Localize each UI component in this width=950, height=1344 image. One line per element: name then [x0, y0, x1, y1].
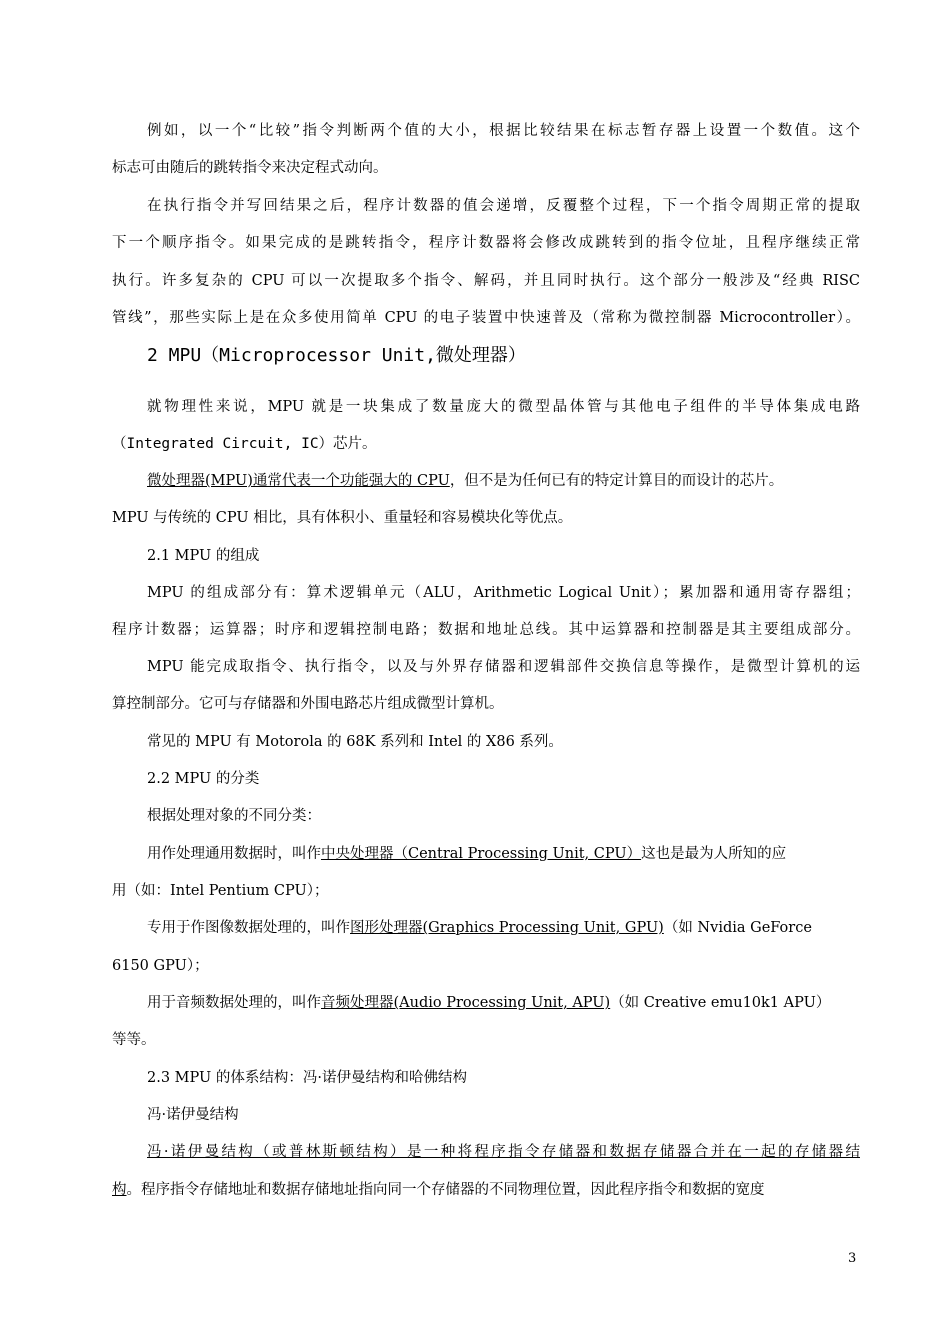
paragraph-text: ，但不是为任何已有的特定计算目的而设计的芯片。: [449, 473, 784, 489]
term-link-von-neumann-end[interactable]: 构: [112, 1182, 127, 1198]
paragraph-line: （Integrated Circuit, IC）芯片。: [112, 436, 377, 452]
paragraph-line: [147, 471, 860, 491]
paragraph-text: 用作处理通用数据时，叫作: [147, 846, 321, 862]
paragraph-line: MPU 能完成取指令、执行指令，以及与外界存储器和逻辑部件交换信息等操作，是微型计算机的运: [147, 659, 860, 675]
paragraph-line: [147, 993, 860, 1013]
subsection-heading-2-3: 2.3 MPU 的体系结构：冯·诺伊曼结构和哈佛结构: [147, 1070, 467, 1086]
paragraph-line: 执行。许多复杂的 CPU 可以一次提取多个指令、解码，并且同时执行。这个部分一般涉及“经典 RISC: [112, 273, 860, 289]
term-link-gpu[interactable]: 图形处理器(Graphics Processing Unit, GPU): [350, 920, 664, 936]
subsection-heading-2-2: 2.2 MPU 的分类: [147, 771, 260, 787]
term-link-cpu[interactable]: 中央处理器（Central Processing Unit, CPU）: [321, 846, 642, 862]
paragraph-line: MPU 的组成部分有：算术逻辑单元（ALU，Arithmetic Logical Unit）；累加器和通用寄存器组；: [147, 585, 860, 601]
paragraph-line: [147, 918, 860, 938]
paragraph-line: 算控制部分。它可与存储器和外围电路芯片组成微型计算机。: [112, 696, 504, 712]
paragraph-line: 标志可由随后的跳转指令来决定程式动向。: [112, 160, 388, 176]
paragraph-line: MPU 与传统的 CPU 相比，具有体积小、重量轻和容易模块化等优点。: [112, 510, 573, 526]
paragraph-line: 常见的 MPU 有 Motorola 的 68K 系列和 Intel 的 X86 系列。: [147, 734, 563, 750]
paragraph-text: 用于音频数据处理的，叫作: [147, 995, 321, 1011]
paragraph-line: [147, 844, 860, 864]
paragraph-line: 就物理性来说，MPU 就是一块集成了数量庞大的微型晶体管与其他电子组件的半导体集成电路: [147, 399, 860, 415]
paragraph-line: 用（如：Intel Pentium CPU）；: [112, 883, 329, 899]
paragraph-text: 这也是最为人所知的应: [641, 846, 787, 862]
paragraph-line: 等等。: [112, 1032, 156, 1048]
paragraph-line: 6150 GPU）；: [112, 958, 209, 974]
term-link-mpu[interactable]: 微处理器(MPU)通常代表一个功能强大的 CPU: [147, 473, 450, 489]
paragraph-line: 管线”，那些实际上是在众多使用简单 CPU 的电子装置中快速普及（常称为微控制器 Microcontroller）。: [112, 310, 860, 326]
paragraph-text: （如 Creative emu10k1 APU）: [610, 995, 831, 1011]
paragraph-text: （如 Nvidia GeForce: [663, 920, 812, 936]
paragraph-line: 例如，以一个“比较”指令判断两个值的大小，根据比较结果在标志暂存器上设置一个数值。这个: [147, 123, 860, 139]
page-number: 3: [848, 1251, 857, 1266]
paragraph-text: 。程序指令存储地址和数据存储地址指向同一个存储器的不同物理位置，因此程序指令和数据的宽度: [126, 1182, 765, 1198]
paragraph-line: 在执行指令并写回结果之后，程序计数器的值会递增，反覆整个过程，下一个指令周期正常的提取: [147, 198, 860, 214]
paragraph-line: [112, 1180, 860, 1200]
term-link-von-neumann[interactable]: 冯·诺伊曼结构（或普林斯顿结构）是一种将程序指令存储器和数据存储器合并在一起的存储器结: [147, 1144, 860, 1160]
paragraph-text: 专用于作图像数据处理的，叫作: [147, 920, 350, 936]
paragraph-line: [147, 1142, 860, 1162]
term-link-apu[interactable]: 音频处理器(Audio Processing Unit, APU): [321, 995, 611, 1011]
subheading-von-neumann: 冯·诺伊曼结构: [147, 1107, 239, 1123]
paragraph-line: 下一个顺序指令。如果完成的是跳转指令，程序计数器将会修改成跳转到的指令位址，且程序继续正常: [112, 235, 860, 251]
paragraph-line: 程序计数器；运算器；时序和逻辑控制电路；数据和地址总线。其中运算器和控制器是其主要组成部分。: [112, 622, 860, 638]
subsection-heading-2-1: 2.1 MPU 的组成: [147, 548, 260, 564]
section-heading-2: 2 MPU（Microprocessor Unit,微处理器）: [147, 345, 526, 366]
paragraph-line: 根据处理对象的不同分类：: [147, 808, 321, 824]
